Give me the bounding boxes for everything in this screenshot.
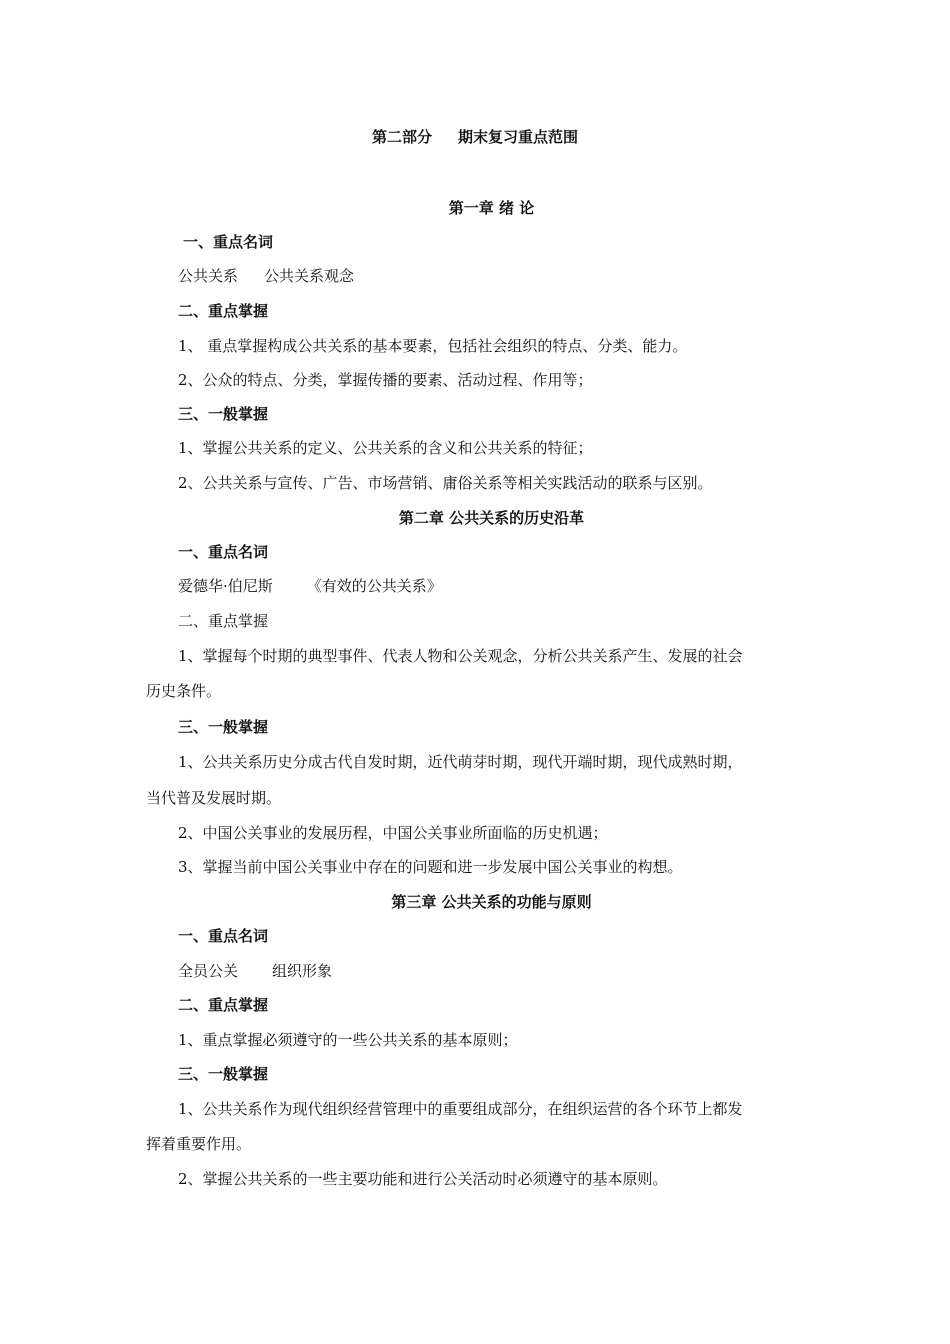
ch1-mastery-1: 1、 重点掌握构成公共关系的基本要素，包括社会组织的特点、分类、能力。 [178, 337, 688, 355]
ch3-term-2: 组织形象 [272, 962, 333, 980]
ch2-general-2: 2、中国公关事业的发展历程，中国公关事业所面临的历史机遇； [178, 824, 608, 842]
part-label: 第二部分 [371, 128, 432, 146]
ch2-general-heading: 三、一般掌握 [178, 718, 269, 736]
ch1-general-1: 1、掌握公共关系的定义、公共关系的含义和公共关系的特征； [178, 439, 593, 457]
chapter-2-title: 第二章 公共关系的历史沿革 [398, 509, 585, 527]
ch2-mastery-1b: 历史条件。 [146, 682, 222, 700]
ch2-term-1: 爱德华·伯尼斯 [178, 577, 273, 595]
ch2-term-2: 《有效的公共关系》 [306, 577, 442, 595]
chapter-3-title: 第三章 公共关系的功能与原则 [391, 893, 592, 911]
ch3-key-terms-heading: 一、重点名词 [178, 927, 269, 945]
ch3-mastery-1: 1、重点掌握必须遵守的一些公共关系的基本原则； [178, 1031, 518, 1049]
ch2-key-terms-heading: 一、重点名词 [178, 543, 269, 561]
page-title [0, 126, 950, 147]
ch1-general-heading: 三、一般掌握 [178, 405, 269, 423]
ch3-key-terms [178, 961, 332, 981]
ch3-general-2: 2、掌握公共关系的一些主要功能和进行公关活动时必须遵守的基本原则。 [178, 1170, 668, 1188]
ch2-general-1a: 1、公共关系历史分成古代自发时期，近代萌芽时期，现代开端时期，现代成熟时期， [178, 753, 743, 771]
ch1-key-terms-heading: 一、重点名词 [183, 233, 274, 251]
ch3-general-heading: 三、一般掌握 [178, 1065, 269, 1083]
ch1-key-mastery-heading: 二、重点掌握 [178, 302, 269, 320]
chapter-1-title: 第一章 绪 论 [448, 199, 535, 217]
ch3-general-1a: 1、公共关系作为现代组织经营管理中的重要组成部分，在组织运营的各个环节上都发 [178, 1100, 743, 1118]
ch1-key-terms [178, 266, 354, 286]
ch3-key-mastery-heading: 二、重点掌握 [178, 996, 269, 1014]
ch2-general-1b: 当代普及发展时期。 [146, 789, 282, 807]
ch2-key-mastery-heading: 二、重点掌握 [178, 612, 269, 630]
ch2-general-3: 3、掌握当前中国公关事业中存在的问题和进一步发展中国公关事业的构想。 [178, 858, 683, 876]
ch1-term-2: 公共关系观念 [264, 267, 355, 285]
part-title: 期末复习重点范围 [458, 128, 579, 146]
ch3-general-1b: 挥着重要作用。 [146, 1135, 252, 1153]
ch3-term-1: 全员公关 [178, 962, 239, 980]
ch1-term-1: 公共关系 [178, 267, 239, 285]
ch2-mastery-1a: 1、掌握每个时期的典型事件、代表人物和公关观念，分析公共关系产生、发展的社会 [178, 647, 743, 665]
ch1-general-2: 2、公共关系与宣传、广告、市场营销、庸俗关系等相关实践活动的联系与区别。 [178, 474, 713, 492]
ch1-mastery-2: 2、公众的特点、分类，掌握传播的要素、活动过程、作用等； [178, 371, 593, 389]
ch2-key-terms [178, 576, 442, 596]
